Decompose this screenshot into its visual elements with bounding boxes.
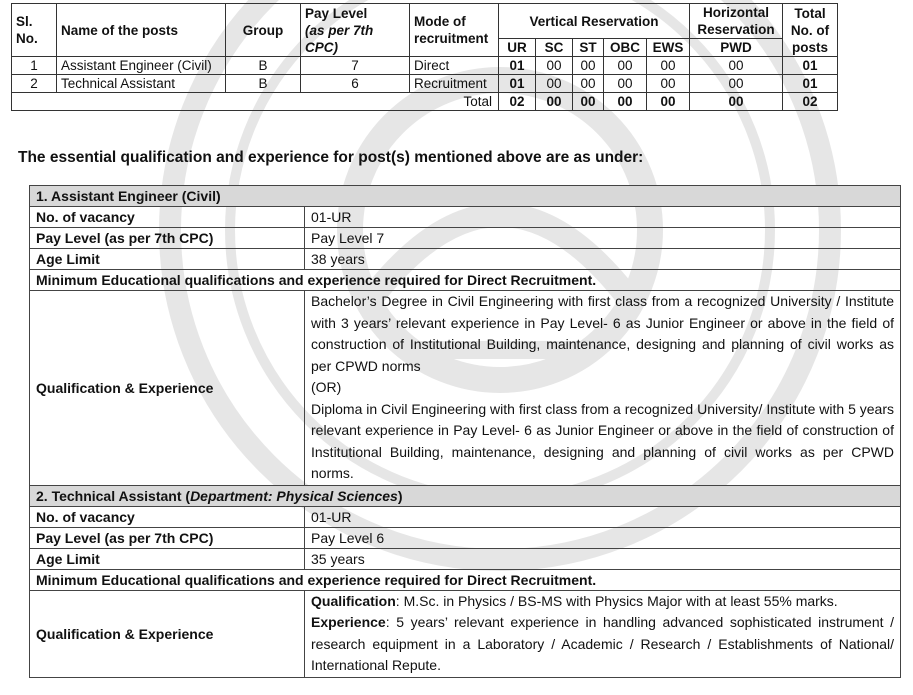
qe-para-2: Diploma in Civil Engineering with first class from a recognized University/ Institute with 5 years relevant experience in Pay Level- 6 as Junior Engineer or above in the field of construction of Institutional Building, maintenance, designing and planning of civil works as per CPWD norms.: [311, 400, 894, 481]
post-2-title-suffix: ): [397, 487, 403, 504]
total-ews: 00: [647, 93, 690, 111]
col-pay-level-line1: Pay Level: [305, 5, 368, 21]
min-edu-note: Minimum Educational qualifications and experience required for Direct Recruitment.: [30, 270, 901, 291]
post-2-title-prefix: 2. Technical Assistant (: [36, 487, 191, 504]
col-total-posts: Total No. of posts: [783, 4, 838, 57]
qe-or: (OR): [311, 379, 342, 395]
post-1-title: 1. Assistant Engineer (Civil): [30, 186, 901, 207]
col-sc: SC: [536, 39, 573, 57]
experience-line: [311, 612, 894, 677]
cell-name: Technical Assistant: [57, 75, 226, 93]
col-st: ST: [573, 39, 604, 57]
pay-label: Pay Level (as per 7th CPC): [30, 228, 305, 249]
col-vertical-reservation: Vertical Reservation: [499, 4, 690, 39]
cell-mode: Direct: [410, 57, 499, 75]
pay-value: Pay Level 7: [305, 228, 901, 249]
cell-st: 00: [573, 57, 604, 75]
qe-para-1: Bachelor’s Degree in Civil Engineering with first class from a recognized University / Institute with 3 years’ relevant experience in Pay Level- 6 as Junior Engineer or above in the field of construction of Institutional Building, maintenance, designing and planning of civil works as per CPWD norms: [311, 293, 894, 374]
cell-total: 01: [783, 57, 838, 75]
qe-value: [305, 590, 901, 677]
cell-obc: 00: [604, 75, 647, 93]
cell-pwd: 00: [690, 75, 783, 93]
cell-sl: 2: [12, 75, 57, 93]
age-label: Age Limit: [30, 548, 305, 569]
total-ur: 02: [499, 93, 536, 111]
total-total: 02: [783, 93, 838, 111]
cell-st: 00: [573, 75, 604, 93]
cell-mode: Recruitment: [410, 75, 499, 93]
col-sl-no: Sl. No.: [12, 4, 57, 57]
cell-total: 01: [783, 75, 838, 93]
cell-pay: 6: [301, 75, 410, 93]
cell-ews: 00: [647, 75, 690, 93]
col-pay-level-line2: (as per 7th CPC): [305, 22, 374, 55]
pay-label: Pay Level (as per 7th CPC): [30, 527, 305, 548]
col-group: Group: [226, 4, 301, 57]
col-pay-level: [301, 4, 410, 57]
col-horizontal-reservation: Horizontal Reservation: [690, 4, 783, 39]
total-st: 00: [573, 93, 604, 111]
col-pwd: PWD: [690, 39, 783, 57]
qualification-line: [311, 591, 894, 613]
min-edu-note: Minimum Educational qualifications and experience required for Direct Recruitment.: [30, 569, 901, 590]
cell-ur: 01: [499, 57, 536, 75]
cell-name: Assistant Engineer (Civil): [57, 57, 226, 75]
cell-pwd: 00: [690, 57, 783, 75]
qe-label: Qualification & Experience: [30, 590, 305, 677]
cell-group: B: [226, 75, 301, 93]
qualification-text: : M.Sc. in Physics / BS-MS with Physics Major with at least 55% marks.: [395, 592, 838, 609]
post-2-title-dept: Department: Physical Sciences: [190, 487, 398, 504]
total-label: Total: [12, 93, 499, 111]
col-name: Name of the posts: [57, 4, 226, 57]
pay-value: Pay Level 6: [305, 527, 901, 548]
qualification-label: Qualification: [311, 592, 396, 609]
cell-ews: 00: [647, 57, 690, 75]
col-obc: OBC: [604, 39, 647, 57]
table-row: [12, 57, 838, 75]
cell-sl: 1: [12, 57, 57, 75]
col-ews: EWS: [647, 39, 690, 57]
cell-sc: 00: [536, 75, 573, 93]
experience-label: Experience: [311, 614, 386, 630]
total-sc: 00: [536, 93, 573, 111]
vacancy-label: No. of vacancy: [30, 506, 305, 527]
table-row: [12, 75, 838, 93]
vacancy-value: 01-UR: [305, 207, 901, 228]
cell-obc: 00: [604, 57, 647, 75]
age-label: Age Limit: [30, 249, 305, 270]
age-value: 35 years: [305, 548, 901, 569]
vacancy-value: 01-UR: [305, 506, 901, 527]
total-obc: 00: [604, 93, 647, 111]
total-row: [12, 93, 838, 111]
posts-summary-table: [11, 3, 838, 111]
qualification-heading: The essential qualification and experience for post(s) mentioned above are as under:: [18, 149, 644, 166]
age-value: 38 years: [305, 249, 901, 270]
qe-label: Qualification & Experience: [30, 291, 305, 486]
total-pwd: 00: [690, 93, 783, 111]
cell-ur: 01: [499, 75, 536, 93]
col-ur: UR: [499, 39, 536, 57]
experience-text: : 5 years’ relevant experience in handling advanced sophisticated instrument / research equipment in a Laboratory / Academic / Research / Establishments of National/ International Repute.: [311, 614, 894, 673]
cell-pay: 7: [301, 57, 410, 75]
col-mode: Mode of recruitment: [410, 4, 499, 57]
cell-group: B: [226, 57, 301, 75]
qualification-table: [29, 185, 901, 678]
cell-sc: 00: [536, 57, 573, 75]
post-2-title: [30, 485, 901, 506]
qe-value: [305, 291, 901, 486]
vacancy-label: No. of vacancy: [30, 207, 305, 228]
